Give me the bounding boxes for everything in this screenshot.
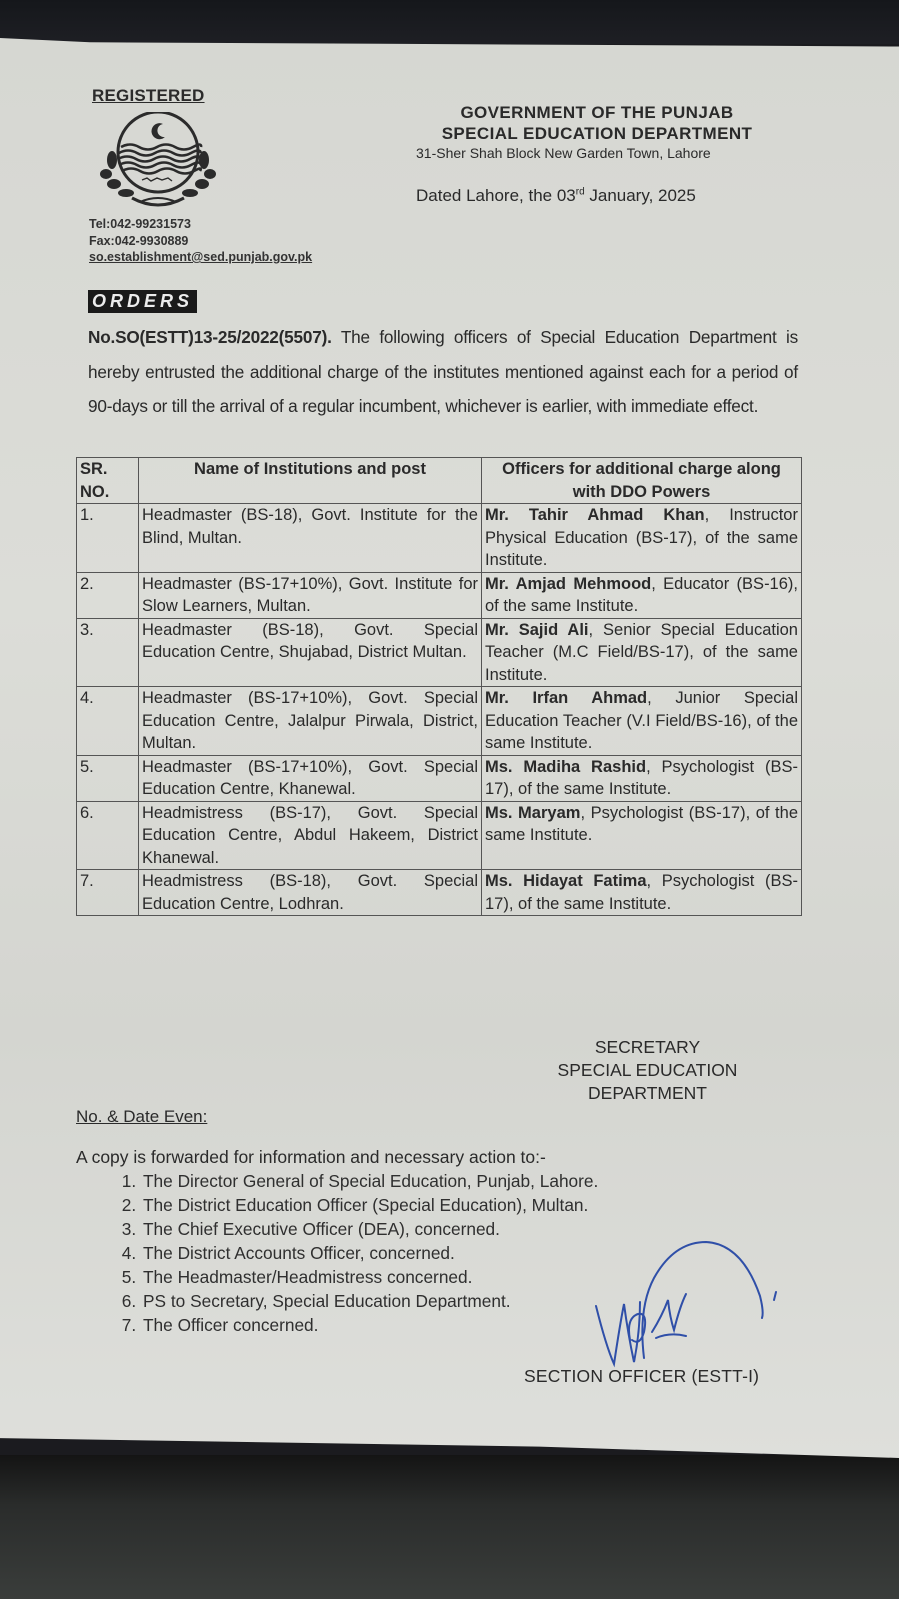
table-row <box>77 504 802 573</box>
officer-name: Ms. Maryam <box>485 803 581 822</box>
sr-no-cell: 4. <box>77 687 139 756</box>
officer-cell <box>482 801 802 870</box>
punjab-government-emblem-icon <box>96 112 220 210</box>
secretary-department-line1: SPECIAL EDUCATION <box>557 1060 738 1080</box>
column-header-institution: Name of Institutions and post <box>139 458 482 504</box>
table-header-row <box>77 458 802 504</box>
no-and-date-even: No. & Date Even: <box>76 1107 208 1126</box>
officer-details: , Psychologist (BS-17), of the same Institute. <box>485 872 798 913</box>
list-item: 2. The District Education Officer (Special Education), Multan. <box>141 1193 598 1217</box>
officer-cell <box>482 687 802 756</box>
officer-name: Mr. Irfan Ahmad <box>485 689 648 707</box>
list-item: 7. The Officer concerned. <box>141 1313 598 1337</box>
letterhead-header <box>412 102 782 162</box>
officer-name: Mr. Sajid Ali <box>485 620 589 639</box>
officer-cell <box>482 572 802 618</box>
department-title: SPECIAL EDUCATION DEPARTMENT <box>441 124 753 143</box>
officer-cell <box>482 618 802 687</box>
email-link[interactable]: so.establishment@sed.punjab.gov.pk <box>89 250 313 264</box>
table-row <box>77 755 802 801</box>
contact-info <box>89 216 312 266</box>
institution-cell: Headmaster (BS-18), Govt. Special Education Centre, Shujabad, District Multan. <box>139 618 482 687</box>
officer-name: Mr. Tahir Ahmad Khan <box>485 506 705 524</box>
order-intro-text: The following officers of Special Education Department is hereby entrusted the additional charge of the institutes mentioned against each for a period of 90-days or till the arrival of a regular incumbent, whichever is earlier, with immediate effect. <box>88 327 798 416</box>
sr-no-cell: 3. <box>77 618 139 687</box>
list-item: 3. The Chief Executive Officer (DEA), concerned. <box>141 1217 598 1241</box>
date-ordinal: rd <box>575 186 585 198</box>
secretary-department-line2: DEPARTMENT <box>588 1083 707 1103</box>
background-bottom <box>0 1455 899 1599</box>
institution-cell: Headmistress (BS-18), Govt. Special Education Centre, Lodhran. <box>139 870 482 916</box>
sr-no-cell: 1. <box>77 504 139 573</box>
table-row <box>77 618 802 687</box>
table-row <box>77 870 802 916</box>
list-item: 5. The Headmaster/Headmistress concerned. <box>141 1265 598 1289</box>
orders-heading: ORDERS <box>88 290 197 313</box>
date-line <box>416 186 696 206</box>
officer-details: , Educator (BS-16), of the same Institute. <box>485 574 798 615</box>
date-prefix: Dated Lahore, the 03 <box>416 186 576 205</box>
column-header-sr-no: SR. NO. <box>77 458 139 504</box>
fax: Fax:042-9930889 <box>89 233 189 248</box>
copy-recipients-list <box>96 1169 598 1337</box>
background-top <box>0 0 899 44</box>
officer-cell <box>482 504 802 573</box>
sr-no-cell: 5. <box>77 755 139 801</box>
institution-cell: Headmistress (BS-17), Govt. Special Education Centre, Abdul Hakeem, District Khanewal. <box>139 801 482 870</box>
section-officer-title: SECTION OFFICER (ESTT-I) <box>524 1366 760 1386</box>
officer-details: , Psychologist (BS-17), of the same Institute. <box>485 757 798 798</box>
sr-no-cell: 7. <box>77 870 139 916</box>
column-header-officer: Officers for additional charge along with DDO Powers <box>482 458 802 504</box>
institution-cell: Headmaster (BS-18), Govt. Institute for the Blind, Multan. <box>139 504 482 573</box>
officer-name: Ms. Hidayat Fatima <box>485 872 647 890</box>
additional-charge-table <box>76 457 802 916</box>
table-row <box>77 801 802 870</box>
officer-name: Mr. Amjad Mehmood <box>485 574 652 593</box>
government-title: GOVERNMENT OF THE PUNJAB <box>460 103 734 122</box>
institution-cell: Headmaster (BS-17+10%), Govt. Special Education Centre, Jalalpur Pirwala, District, Multan. <box>139 687 482 756</box>
officer-details: , Instructor Physical Education (BS-17), of the same Institute. <box>485 506 798 569</box>
secretary-title: SECRETARY <box>594 1037 701 1057</box>
officer-details: , Psychologist (BS-17), of the same Institute. <box>485 803 798 844</box>
list-item: 1. The Director General of Special Education, Punjab, Lahore. <box>141 1169 598 1193</box>
telephone: Tel:042-99231573 <box>89 217 191 231</box>
table-row <box>77 572 802 618</box>
date-suffix: January, 2025 <box>584 186 696 205</box>
officer-cell <box>482 755 802 801</box>
secretary-signature-block <box>520 1036 775 1105</box>
registered-label: REGISTERED <box>92 86 205 105</box>
institution-cell: Headmaster (BS-17+10%), Govt. Special Education Centre, Khanewal. <box>139 755 482 801</box>
sr-no-cell: 2. <box>77 572 139 618</box>
order-reference-number: No.SO(ESTT)13-25/2022(5507). <box>88 327 332 347</box>
copy-forwarded-text: A copy is forwarded for information and necessary action to:- <box>76 1147 546 1167</box>
department-address: 31-Sher Shah Block New Garden Town, Lahore <box>416 145 711 161</box>
officer-details: , Senior Special Education Teacher (M.C Field/BS-17), of the same Institute. <box>485 620 798 684</box>
officer-cell <box>482 870 802 916</box>
list-item: 4. The District Accounts Officer, concerned. <box>141 1241 598 1265</box>
officer-name: Ms. Madiha Rashid <box>485 757 647 776</box>
institution-cell: Headmaster (BS-17+10%), Govt. Institute for Slow Learners, Multan. <box>139 572 482 618</box>
table-row <box>77 687 802 756</box>
officer-details: , Junior Special Education Teacher (V.I Field/BS-16), of the same Institute. <box>485 689 799 752</box>
handwritten-signature-icon <box>590 1228 790 1378</box>
order-intro-paragraph <box>88 320 798 424</box>
table-body <box>77 504 802 916</box>
list-item: 6. PS to Secretary, Special Education Department. <box>141 1289 598 1313</box>
sr-no-cell: 6. <box>77 801 139 870</box>
